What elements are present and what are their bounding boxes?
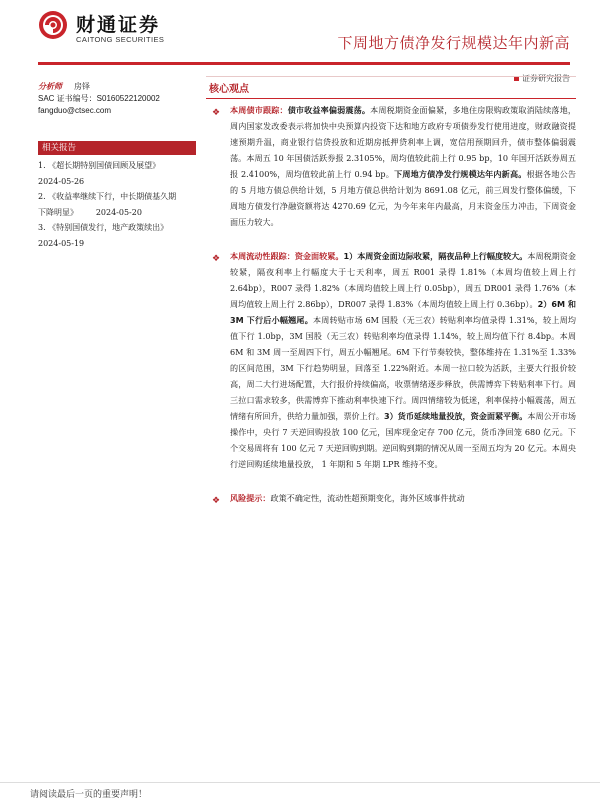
footer-divider	[0, 782, 600, 783]
related-report-date: 2024-05-26	[38, 176, 85, 186]
report-title: 下周地方债净发行规模达年内新高	[337, 34, 570, 52]
company-logo	[38, 8, 188, 48]
related-report-title[interactable]: 3. 《特别国债发行，地产政策续出》	[38, 223, 169, 232]
related-report-title[interactable]: 1. 《超长期特别国债回顾及展望》	[38, 161, 161, 170]
analyst-name: 房铎	[74, 82, 90, 91]
related-report-date: 2024-05-19	[38, 238, 85, 248]
related-reports-heading: 相关报告	[38, 141, 196, 155]
analyst-label: 分析师	[38, 81, 62, 91]
related-reports-list	[38, 158, 206, 251]
report-type-label: 证券研究报告	[522, 74, 570, 83]
liquidity-paragraph: ❖ 本周流动性跟踪：资金面较紧。1）本周资金面边际收紧，隔夜品种上行幅度较大。本周税期资金较紧，隔夜利率上行幅度大于七天利率，周五 R001 录得 1.81%（本周均值较上周上行 2.64bp），R007 录得 1.82%（本周均值较上周上行 0.05bp），周五 DR001 录得 1.76%（本周均值较上周上行 2.86bp），DR007 录得 1.83%（本周均值较上周上行 0.36bp）。2）6M 和 3M 下行后小幅翘尾。本周转贴市场 6M 国股（无三农）转贴利率均值录得 1.31%，较上周均值下行 1.0bp，3M 国股（无三农）转贴利率均值录得 1.14%，较上周均值下行 8.4bp。本周 6M 和 3M 周一至周四下行，周五小幅翘尾。6M 下行节奏较快，整体维持在 1.31%至 1.33%的区间范围，3M 下行趋势明显，回落至 1.22%附近。本周一拉口较为活跃，主要大行报价较高，周二大行进场配置，大行报价持续偏高，收票情绪逐步释放，供需博弈下转贴利率下行。周三拉口需求较多，供需博弈下推动利率快速下行。周四情绪较为低迷，利率保持小幅震荡，周五情绪有所回升，供给力量加强，票价上行。3）货币延续地量投放，资金面紧平衡。本周公开市场操作中，央行 7 天逆回购投放 100 亿元，国库现金定存 700 亿元，货币净回笼 680 亿元。下个交易周将有 100 亿元 7 天逆回购到期。逆回购到期的情况从周一至周五均为 20 亿元。本周央行逆回购延续地量投放， 1 年期和 5 年期 LPR 维持不变。	[212, 251, 576, 469]
footer-disclaimer: 请阅读最后一页的重要声明！	[30, 790, 148, 800]
related-report-title-cont: 下降明显》 2024-05-20	[38, 207, 142, 217]
logo-chinese-name: 财通证券	[76, 14, 161, 36]
header-divider	[38, 62, 570, 65]
section-title: 核心观点	[206, 76, 576, 99]
paragraph-heading: 本周流动性跟踪：资金面较紧。	[230, 251, 344, 261]
analyst-email[interactable]: fangduo@ctsec.com	[38, 106, 112, 115]
related-report-title[interactable]: 2. 《收益率继续下行，中长期债基久期	[38, 192, 177, 201]
logo-english-name: CAITONG SECURITIES	[76, 35, 165, 44]
diamond-bullet-icon: ❖	[212, 496, 221, 506]
related-report-date: 2024-05-20	[95, 207, 142, 217]
diamond-bullet-icon: ❖	[212, 254, 221, 264]
core-views	[206, 76, 576, 506]
paragraph-heading: 本周债市跟踪：	[230, 105, 288, 115]
diamond-bullet-icon: ❖	[212, 108, 221, 118]
analyst-sac: SAC 证书编号：S0160522120002	[38, 94, 160, 103]
risk-paragraph: ❖ 风险提示：政策不确定性，流动性超预期变化，海外区域事件扰动	[206, 490, 576, 506]
analyst-row	[38, 80, 196, 93]
analyst-info	[38, 80, 196, 117]
paragraph-heading: 风险提示：	[230, 493, 271, 503]
caitong-logo-icon	[38, 10, 68, 40]
bond-market-paragraph: ❖ 本周债市跟踪：债市收益率偏弱震荡。本周税期资金面偏紧，多地住房限购政策取消陆续落地，周内国家发改委表示将加快中央预算内投资下达和地方政府专项债券发行使用进度，财政融资提速预期升温，商业银行信贷投放和近期房抵押贷利率上调，宽信用预期回升，债市整体偏弱震荡。本周五 10 年国债活跃券报 2.3105%，周均值较此前上行 0.95 bp，10 年国开活跃券周五报 2.4100%，周均值较此前上行 0.94 bp。下周地方债净发行规模达年内新高。根据各地公告的 5 月地方债总供给计划，5 月地方债总供给计划为 8691.08 亿元，前三周发行整体偏缓，下周地方债发行净融资额将达 4270.69 亿元，为今年来年内最高，月末资金压力冲击，下周资金面压力较大。	[212, 105, 576, 227]
